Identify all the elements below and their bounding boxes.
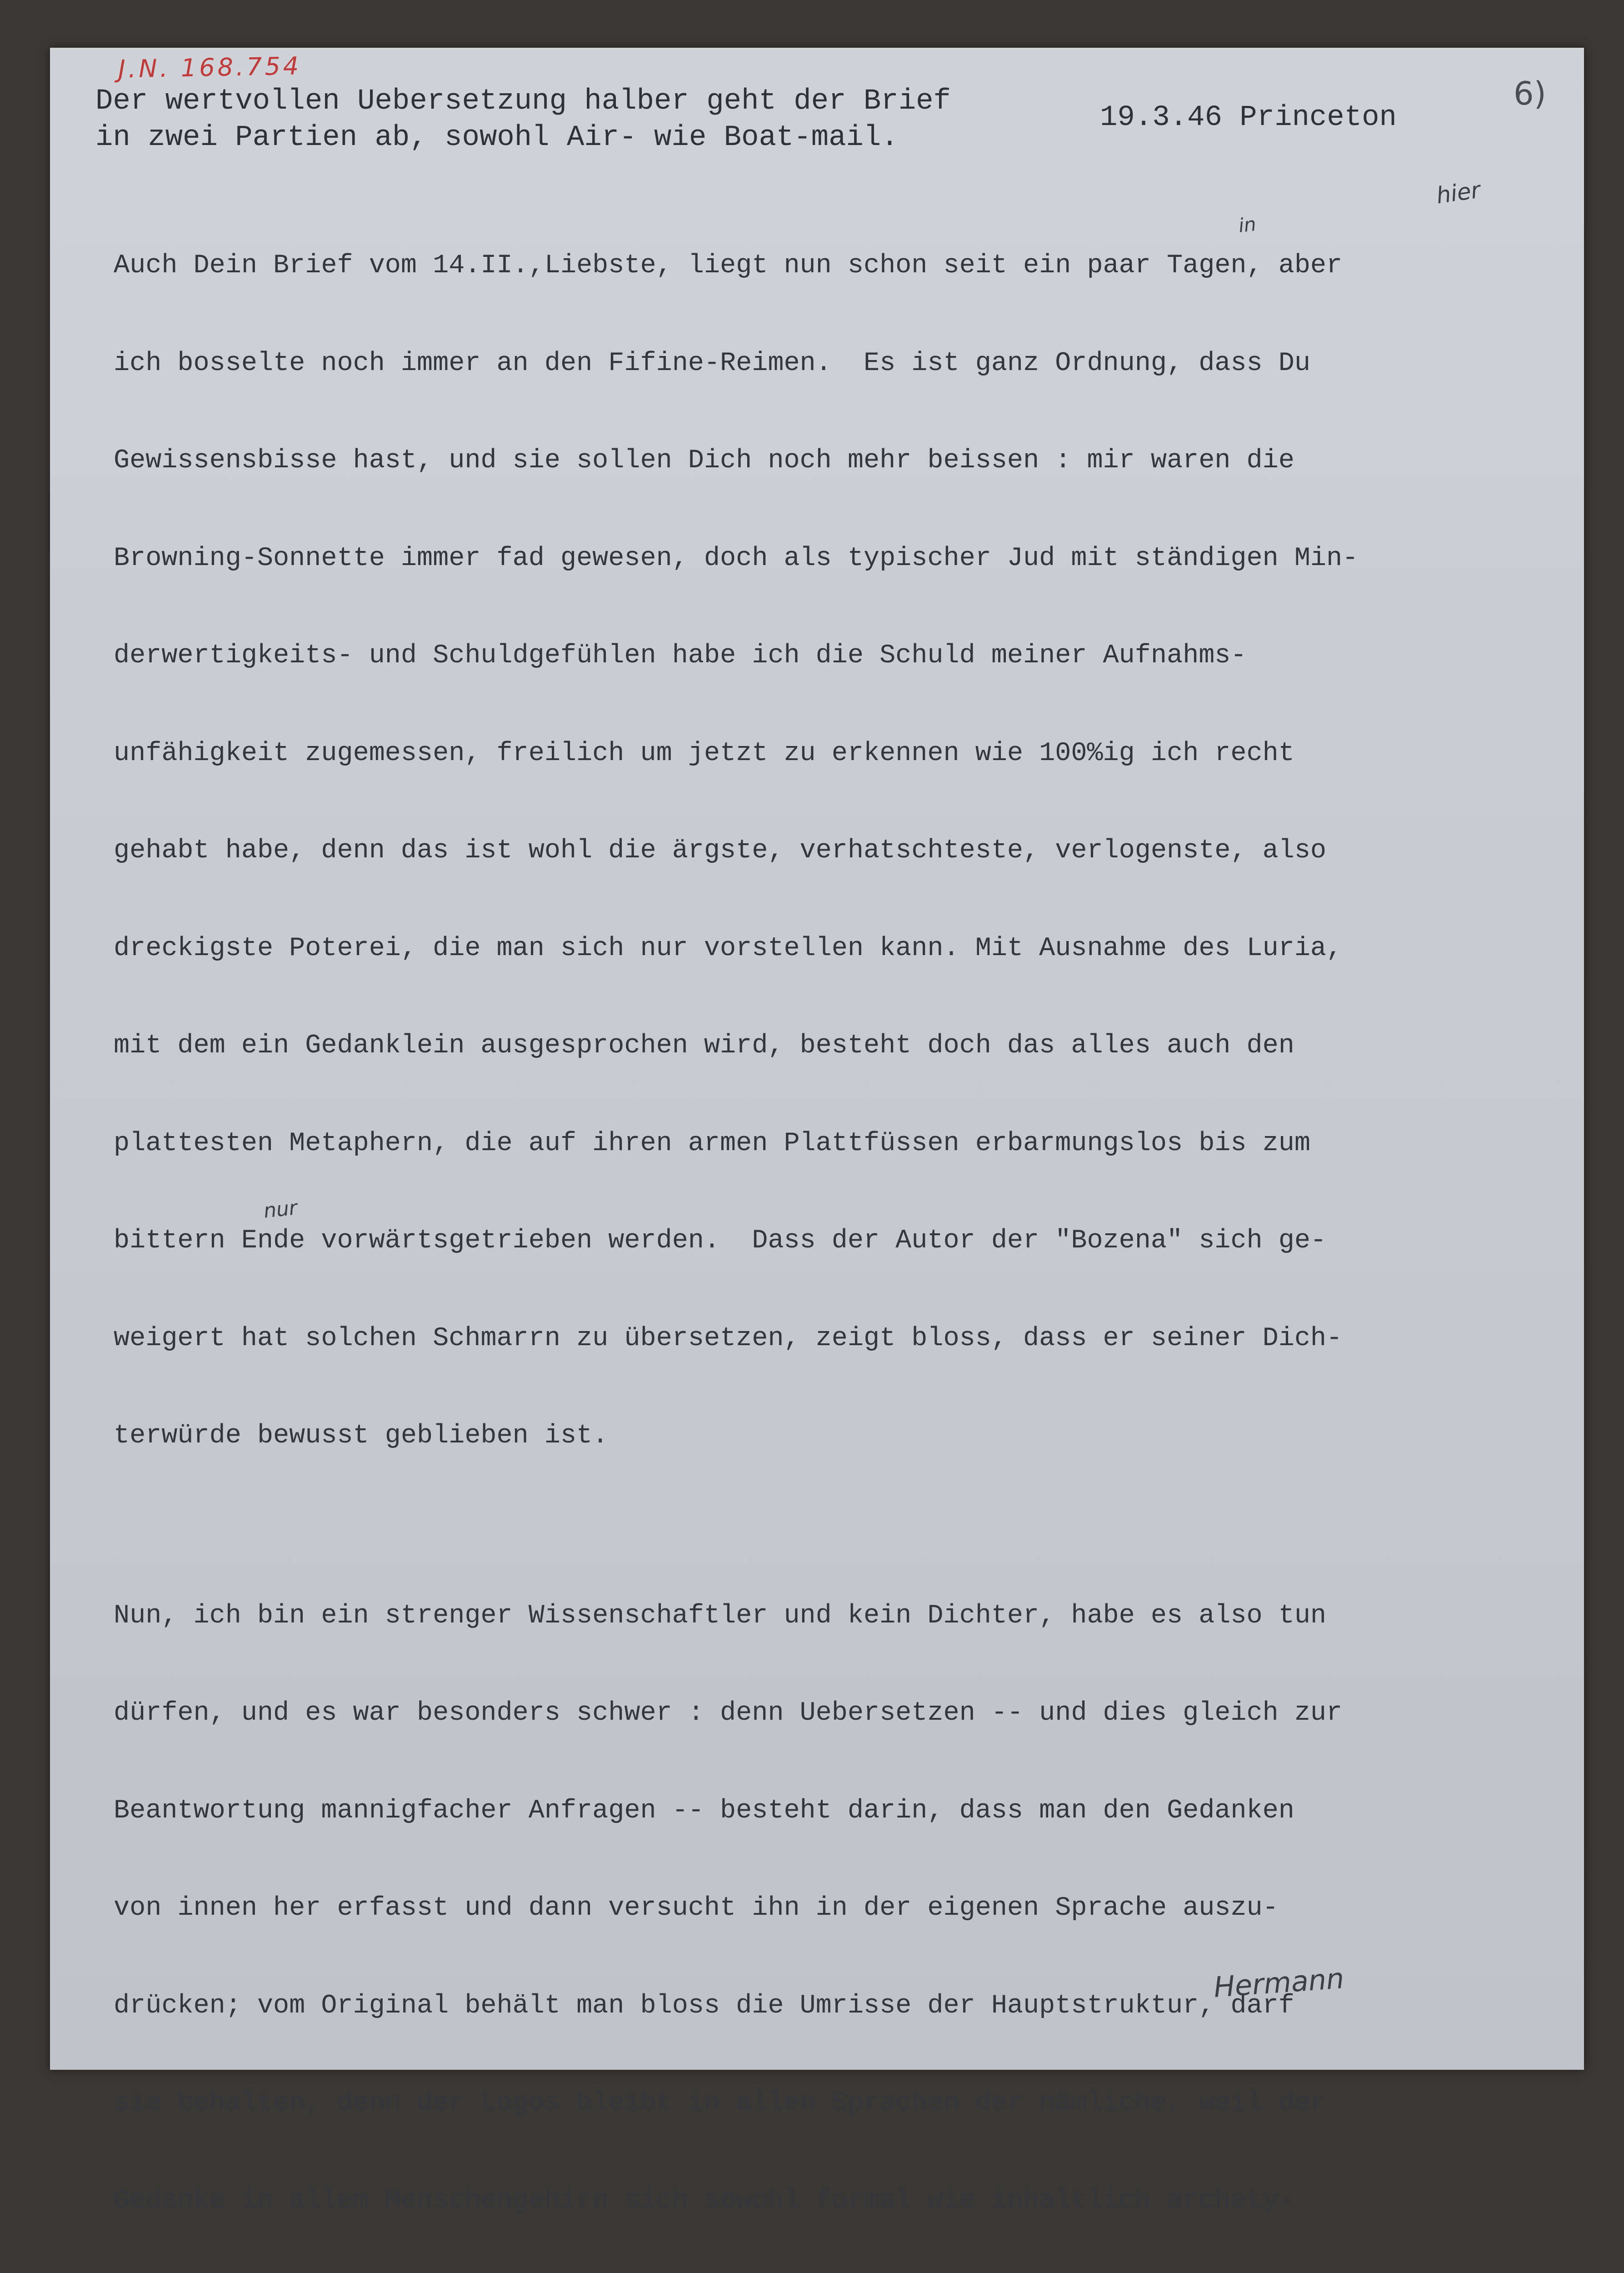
text-line: bittern Ende vorwärtsgetrieben werden. Dass der Autor der "Bozena" sich ge- (114, 1224, 1577, 1257)
text-line: terwürde bewusst geblieben ist. (114, 1419, 1577, 1452)
text-line: Gewissensbisse hast, und sie sollen Dich noch mehr beissen : mir waren die (114, 444, 1577, 477)
text-line: drücken; vom Original behält man bloss die Umrisse der Hauptstruktur, darf (114, 1989, 1577, 2022)
paragraph-2 (114, 1534, 1577, 2273)
letter-page (50, 48, 1584, 2070)
text-line: Auch Dein Brief vom 14.II.,Liebste, liegt nun schon seit ein paar Tagen, aber (114, 249, 1577, 282)
header-note-line: in zwei Partien ab, sowohl Air- wie Boat-mail. (95, 121, 899, 154)
text-line: sie behalten, denn der Logos bleibt in allen Sprachen der nämliche, weil der (114, 2087, 1577, 2119)
text-line: ich bosselte noch immer an den Fifine-Reimen. Es ist ganz Ordnung, dass Du (114, 347, 1577, 380)
header-note (95, 83, 951, 156)
handwritten-nur: nur (263, 1196, 299, 1222)
letter-body (114, 184, 1577, 2273)
page-marker: 6) (1514, 75, 1546, 112)
text-line: von innen her erfasst und dann versucht ihn in der eigenen Sprache auszu- (114, 1892, 1577, 1924)
text-line: plattesten Metaphern, die auf ihren armen Plattfüssen erbarmungslos bis zum (114, 1127, 1577, 1160)
text-line: Nun, ich bin ein strenger Wissenschaftler und kein Dichter, habe es also tun (114, 1599, 1577, 1632)
text-line: Browning-Sonnette immer fad gewesen, doch als typischer Jud mit ständigen Min- (114, 542, 1577, 575)
text-line: gehabt habe, denn das ist wohl die ärgste, verhatschteste, verlogenste, also (114, 834, 1577, 867)
text-line: dreckigste Poterei, die man sich nur vorstellen kann. Mit Ausnahme des Luria, (114, 932, 1577, 965)
text-line: Gedanke in allem Menschengehirn sich sowohl formal wie inhaltlich archety- (114, 2184, 1577, 2217)
text-line: derwertigkeits- und Schuldgefühlen habe ich die Schuld meiner Aufnahms- (114, 639, 1577, 672)
text-line: weigert hat solchen Schmarrn zu übersetzen, zeigt bloss, dass er seiner Dich- (114, 1322, 1577, 1355)
text-line: Beantwortung mannigfacher Anfragen -- besteht darin, dass man den Gedanken (114, 1794, 1577, 1827)
header-note-line: Der wertvollen Uebersetzung halber geht der Brief (95, 85, 951, 118)
text-line: mit dem ein Gedanklein ausgesprochen wird, besteht doch das alles auch den (114, 1029, 1577, 1062)
text-line: unfähigkeit zugemessen, freilich um jetzt zu erkennen wie 100%ig ich recht (114, 737, 1577, 770)
handwritten-in: in (1238, 213, 1257, 237)
handwritten-hier: hier (1434, 177, 1482, 209)
archive-reference-number: J.N. 168.754 (118, 51, 301, 83)
handwritten-signature: Hermann (1213, 1962, 1345, 2004)
paragraph-1 (114, 184, 1577, 1517)
text-line: dürfen, und es war besonders schwer : denn Uebersetzen -- und dies gleich zur (114, 1697, 1577, 1729)
date-and-place: 19.3.46 Princeton (1100, 101, 1397, 134)
